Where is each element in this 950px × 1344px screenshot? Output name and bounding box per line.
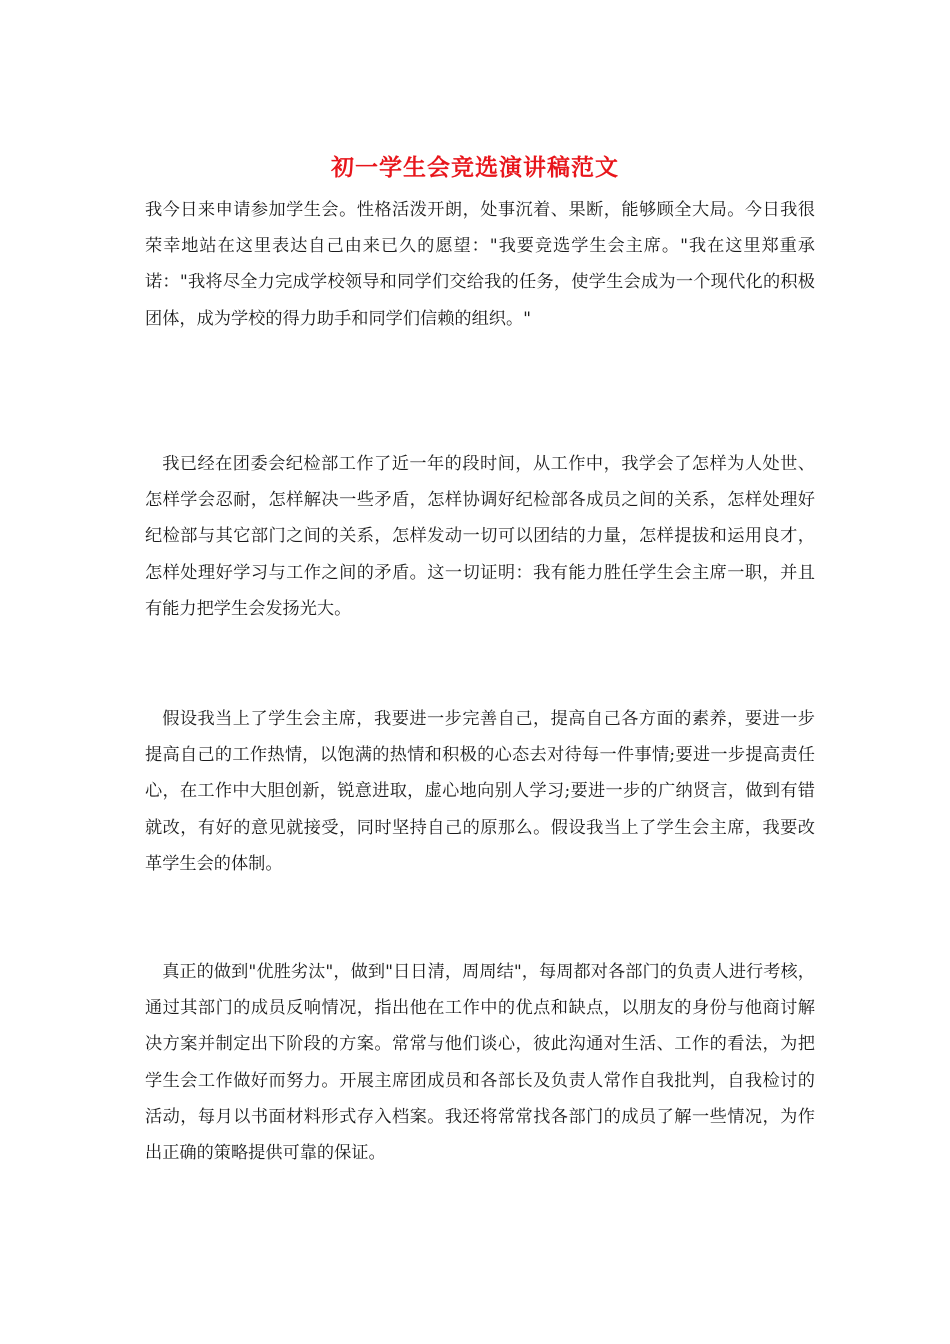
paragraph-4: 真正的做到"优胜劣汰"，做到"日日清，周周结"，每周都对各部门的负责人进行考核，通过其部门的成员反响情况，指出他在工作中的优点和缺点，以朋友的身份与他商讨解决方案并制定出下阶段的方案。常常与他们谈心，彼此沟通对生活、工作的看法，为把学生会工作做好而努力。开展主席团成员和各部长及负责人常作自我批判，自我检讨的活动，每月以书面材料形式存入档案。我还将常常找各部门的成员了解一些情况，为作出正确的策略提供可靠的保证。 [145,962,815,1164]
paragraph-2: 我已经在团委会纪检部工作了近一年的段时间，从工作中，我学会了怎样为人处世、怎样学会忍耐，怎样解决一些矛盾，怎样协调好纪检部各成员之间的关系，怎样处理好纪检部与其它部门之间的关系，怎样发动一切可以团结的力量，怎样提拔和运用良才，怎样处理好学习与工作之间的矛盾。这一切证明：我有能力胜任学生会主席一职，并且有能力把学生会发扬光大。 [145,454,815,619]
document-title: 初一学生会竞选演讲稿范文 [331,154,619,181]
paragraph-3: 假设我当上了学生会主席，我要进一步完善自己，提高自己各方面的素养，要进一步提高自己的工作热情，以饱满的热情和积极的心态去对待每一件事情;要进一步提高责任心，在工作中大胆创新，锐意进取，虚心地向别人学习;要进一步的广纳贤言，做到有错就改，有好的意见就接受，同时坚持自己的原那么。假设我当上了学生会主席，我要改革学生会的体制。 [145,709,815,874]
paragraph-1: 我今日来申请参加学生会。性格活泼开朗，处事沉着、果断，能够顾全大局。今日我很荣幸地站在这里表达自己由来已久的愿望："我要竞选学生会主席。"我在这里郑重承诺："我将尽全力完成学校领导和同学们交给我的任务，使学生会成为一个现代化的积极团体，成为学校的得力助手和同学们信赖的组织。" [145,200,815,329]
